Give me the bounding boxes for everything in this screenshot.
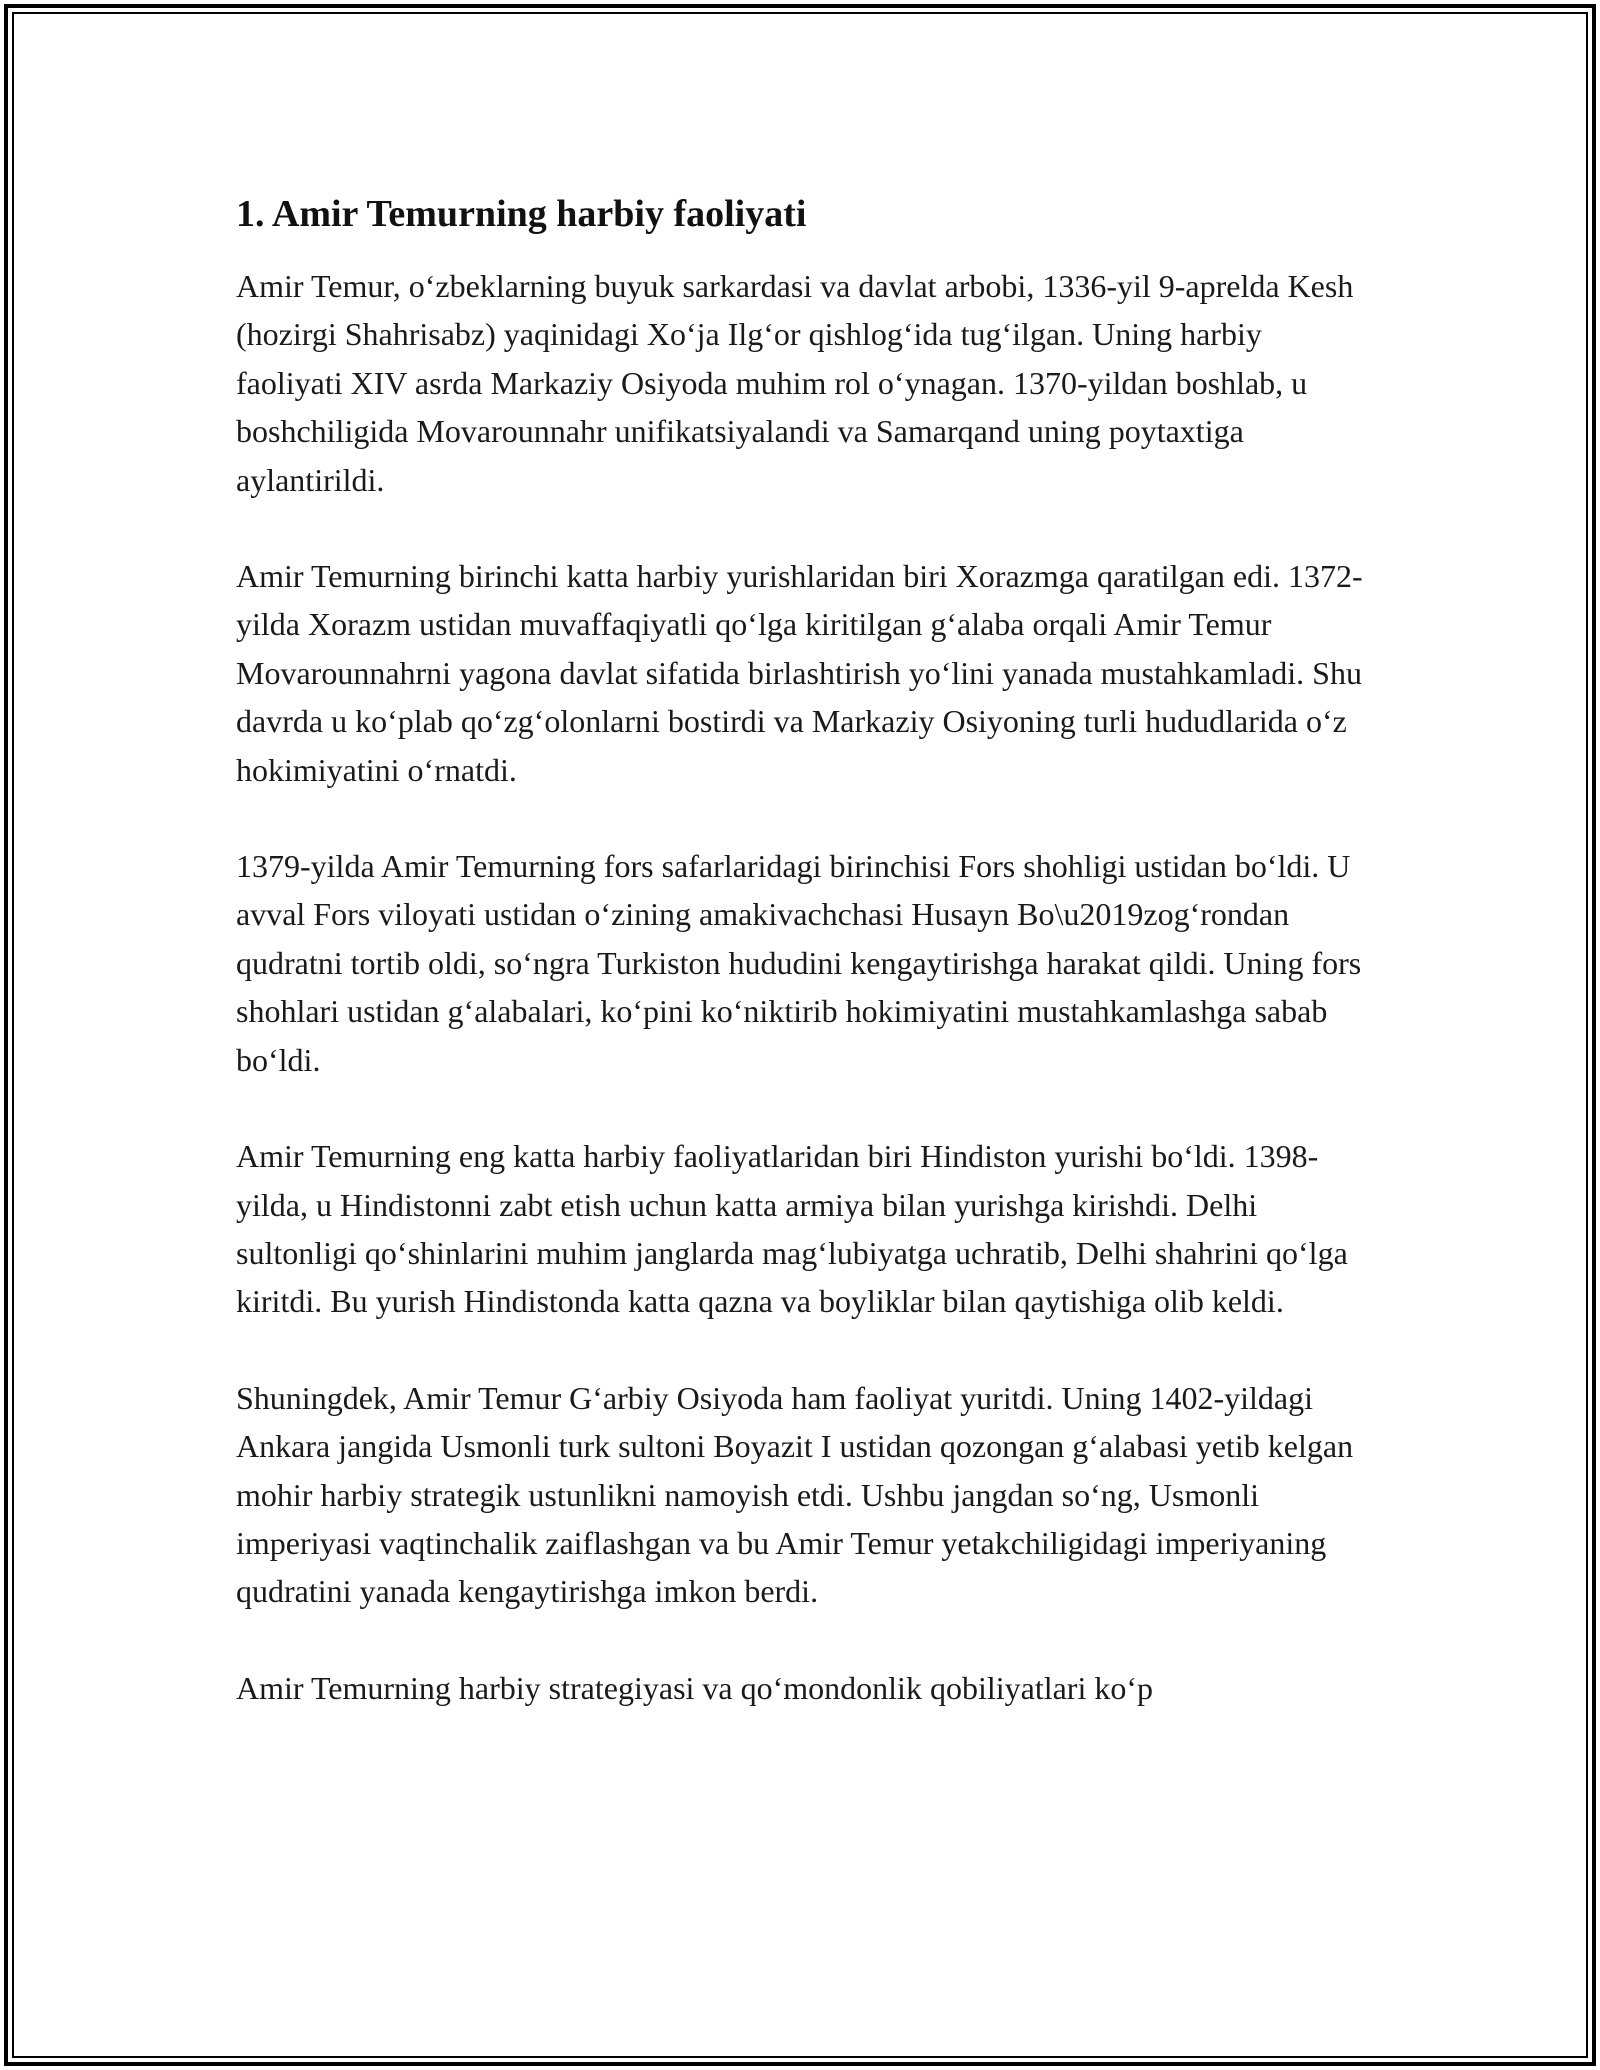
paragraph-khorezm: Amir Temurning birinchi katta harbiy yurishlaridan biri Xorazmga qaratilgan edi. 1372-yilda Xorazm ustidan muvaffaqiyatli qo‘lga kiritilgan g‘alaba orqali Amir Temur Movarounnahrni yagona davlat sifatida birlashtirish yo‘lini yanada mustahkamladi. Shu davrda u ko‘plab qo‘zg‘olonlarni bostirdi va Markaziy Osiyoning turli hududlarida o‘z hokimiyatini o‘rnatdi.: [236, 558, 1363, 788]
paragraph-persia: 1379-yilda Amir Temurning fors safarlaridagi birinchisi Fors shohligi ustidan bo‘ldi. U avval Fors viloyati ustidan o‘zining amakivachchasi Husayn Bo\u2019zog‘rondan qudratni tortib oldi, so‘ngra Turkiston hududini kengaytirishga harakat qildi. Uning fors shohlari ustidan g‘alabalari, ko‘pini ko‘niktirib hokimiyatini mustahkamlashga sabab bo‘ldi.: [236, 848, 1362, 1078]
section-heading: 1. Amir Temurning harbiy faoliyati: [236, 193, 807, 235]
paragraph-india: Amir Temurning eng katta harbiy faoliyatlaridan biri Hindiston yurishi bo‘ldi. 1398-yilda, u Hindistonni zabt etish uchun katta armiya bilan yurishga kirishdi. Delhi sultonligi qo‘shinlarini muhim janglarda mag‘lubiyatga uchratib, Delhi shahrini qo‘lga kiritdi. Bu yurish Hindistonda katta qazna va boyliklar bilan qaytishiga olib keldi.: [236, 1138, 1348, 1320]
paragraph-west-asia: Shuningdek, Amir Temur G‘arbiy Osiyoda ham faoliyat yuritdi. Uning 1402-yildagi Ankara jangida Usmonli turk sultoni Boyazit I ustidan qozongan g‘alabasi yetib kelgan mohir harbiy strategik ustunlikni namoyish etdi. Ushbu jangdan so‘ng, Usmonli imperiyasi vaqtinchalik zaiflashgan va bu Amir Temur yetakchiligidagi imperiyaning qudratini yanada kengaytirishga imkon berdi.: [236, 1379, 1354, 1610]
paragraph-strategy: Amir Temurning harbiy strategiyasi va qo‘mondonlik qobiliyatlari ko‘p: [236, 1669, 1153, 1706]
document-body: [236, 186, 1366, 1760]
paragraph-birth: Amir Temur, o‘zbeklarning buyuk sarkardasi va davlat arbobi, 1336-yil 9-aprelda Kesh (hozirgi Shahrisabz) yaqinidagi Xo‘ja Ilg‘or qishlog‘ida tug‘ilgan. Uning harbiy faoliyati XIV asrda Markaziy Osiyoda muhim rol o‘ynagan. 1370-yildan boshlab, u boshchiligida Movarounnahr unifikatsiyalandi va Samarqand uning poytaxtiga aylantirildi.: [236, 268, 1354, 498]
